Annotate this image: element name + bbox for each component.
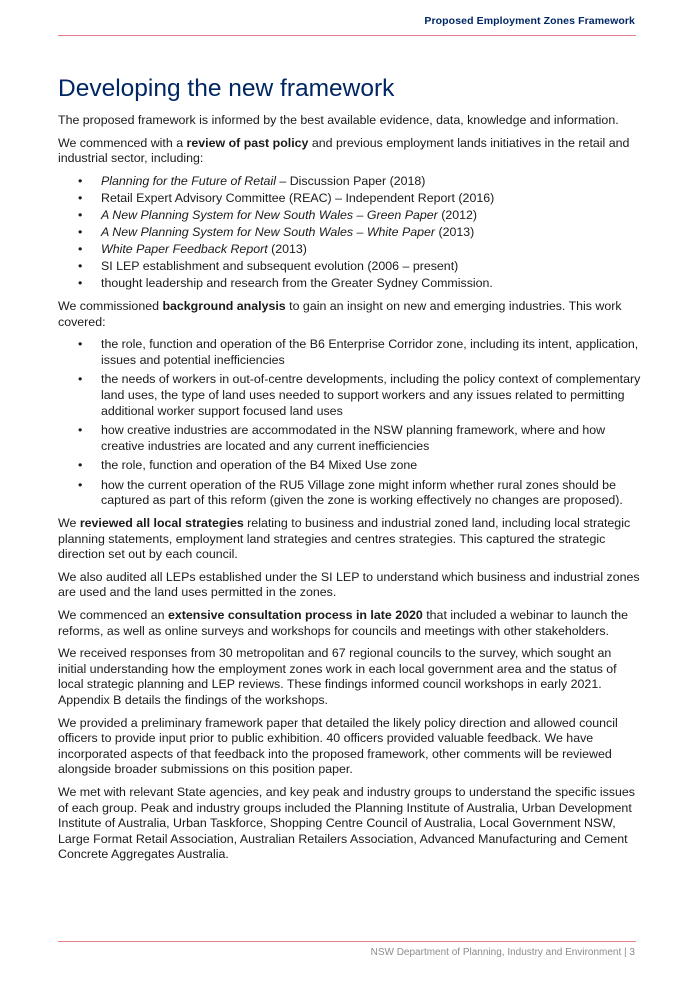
strategies-text-after: relating to business and industrial zoned land, including local strategic planning statements, employment land strategies and centres strategies. This captured the strategic direction set out by each council. (58, 516, 631, 562)
list-item (58, 337, 642, 368)
audit-paragraph: We also audited all LEPs established under the SI LEP to understand which business and industrial zones are used and the land uses permitted in the zones. (58, 569, 640, 600)
bullet: • (78, 372, 83, 387)
list-item (58, 225, 642, 241)
bullet: • (78, 458, 83, 473)
analysis-text-after: to gain an insight on new and emerging industries. This work covered: (58, 298, 622, 329)
page-title: Developing the new framework (58, 75, 395, 102)
list-item-italic: A New Planning System for New South Wales – Green Paper (101, 207, 438, 222)
agencies-paragraph: We met with relevant State agencies, and key peak and industry groups to understand the specific issues of each group. Peak and industry groups included the Planning Institute of Australia, Urban Development Institute of Australia, Urban Taskforce, Shopping Centre Council of Australia, Local Government NSW, Large Format Retail Association, Australian Retailers Association, Advanced Manufacturing and Cement Concrete Aggregates Australia. (58, 784, 635, 862)
list-item-italic: White Paper Feedback Report (101, 242, 268, 257)
bullet: • (78, 477, 83, 492)
policy-text-after: and previous employment lands initiatives in the retail and industrial sector, including: (58, 135, 630, 166)
policy-text-bold: review of past policy (186, 135, 309, 150)
list-item (58, 242, 642, 258)
bullet: • (78, 173, 83, 188)
list-item-text: SI LEP establishment and subsequent evolution (2006 – present) (101, 259, 459, 274)
responses-paragraph: We received responses from 30 metropolitan and 67 regional councils to the survey, which sought an initial understanding how the employment zones work in each local government area and the status of local strategic planning and LEP reviews. These findings informed council workshops in early 2021. Appendix B details the findings of the workshops. (58, 646, 617, 707)
list-item (58, 478, 642, 509)
list-item (58, 191, 642, 207)
page-body (58, 72, 642, 870)
list-item-text: the role, function and operation of the B4 Mixed Use zone (101, 458, 418, 473)
analysis-text-before: We commissioned (58, 298, 163, 313)
list-item-text: (2012) (437, 207, 478, 222)
list-item-text: thought leadership and research from the Greater Sydney Commission. (101, 276, 493, 291)
consultation-paragraph (58, 608, 642, 639)
strategies-text-bold: reviewed all local strategies (79, 516, 244, 531)
policy-list (58, 174, 642, 292)
consultation-text-before: We commenced an (58, 608, 168, 623)
policy-text-before: We commenced with a (58, 135, 187, 150)
list-item-italic: A New Planning System for New South Wales – White Paper (101, 225, 436, 240)
list-item (58, 259, 642, 275)
list-item-text: how creative industries are accommodated in the NSW planning framework, where and how creative industries are located and any current inefficiencies (101, 423, 606, 453)
preliminary-paragraph: We provided a preliminary framework paper that detailed the likely policy direction and allowed council officers to provide input prior to public exhibition. 40 officers provided valuable feedback. We have incorporated aspects of that feedback into the proposed framework, other comments will be reviewed alongside broader submissions on this position paper. (58, 715, 618, 777)
consultation-text-bold: extensive consultation process in late 2020 (167, 608, 423, 623)
analysis-text-bold: background analysis (162, 298, 286, 313)
list-item (58, 276, 642, 292)
header-divider (58, 35, 636, 36)
running-header: Proposed Employment Zones Framework (424, 15, 635, 27)
analysis-paragraph (58, 299, 642, 330)
bullet: • (78, 242, 83, 257)
bullet: • (78, 207, 83, 222)
analysis-list (58, 337, 642, 509)
list-item-text: the role, function and operation of the B6 Enterprise Corridor zone, including its intent, application, issues and potential inefficiencies (101, 337, 639, 367)
footer-divider (58, 941, 636, 942)
bullet: • (78, 190, 83, 205)
policy-paragraph (58, 136, 642, 167)
list-item (58, 208, 642, 224)
bullet: • (78, 276, 83, 291)
list-item-text: how the current operation of the RU5 Village zone might inform whether rural zones should be captured as part of this reform (given the zone is working effectively no changes are proposed). (101, 477, 623, 508)
bullet: • (78, 225, 83, 240)
list-item-text: (2013) (435, 225, 475, 240)
list-item-italic: Planning for the Future of Retail (101, 173, 276, 188)
list-item-text: the needs of workers in out-of-centre developments, including the policy context of complementary land uses, the type of land uses needed to support workers and any issues related to permitting additional worker support focused land uses (101, 372, 641, 418)
consultation-text-after: that included a webinar to launch the reforms, as well as online surveys and workshops for councils and meetings with other stakeholders. (58, 608, 629, 638)
list-item (58, 458, 642, 474)
list-item-text: – Discussion Paper (2018) (275, 173, 426, 188)
strategies-text-before: We (58, 516, 80, 531)
intro-paragraph: The proposed framework is informed by the best available evidence, data, knowledge and information. (58, 113, 619, 127)
page-footer: NSW Department of Planning, Industry and Environment | 3 (370, 947, 635, 958)
list-item (58, 174, 642, 190)
list-item (58, 423, 642, 454)
strategies-paragraph (58, 516, 642, 563)
bullet: • (78, 423, 83, 438)
list-item-text: (2013) (267, 242, 307, 257)
bullet: • (78, 259, 83, 274)
list-item (58, 372, 642, 419)
list-item-text: Retail Expert Advisory Committee (REAC) – Independent Report (2016) (101, 190, 495, 205)
bullet: • (78, 337, 83, 352)
